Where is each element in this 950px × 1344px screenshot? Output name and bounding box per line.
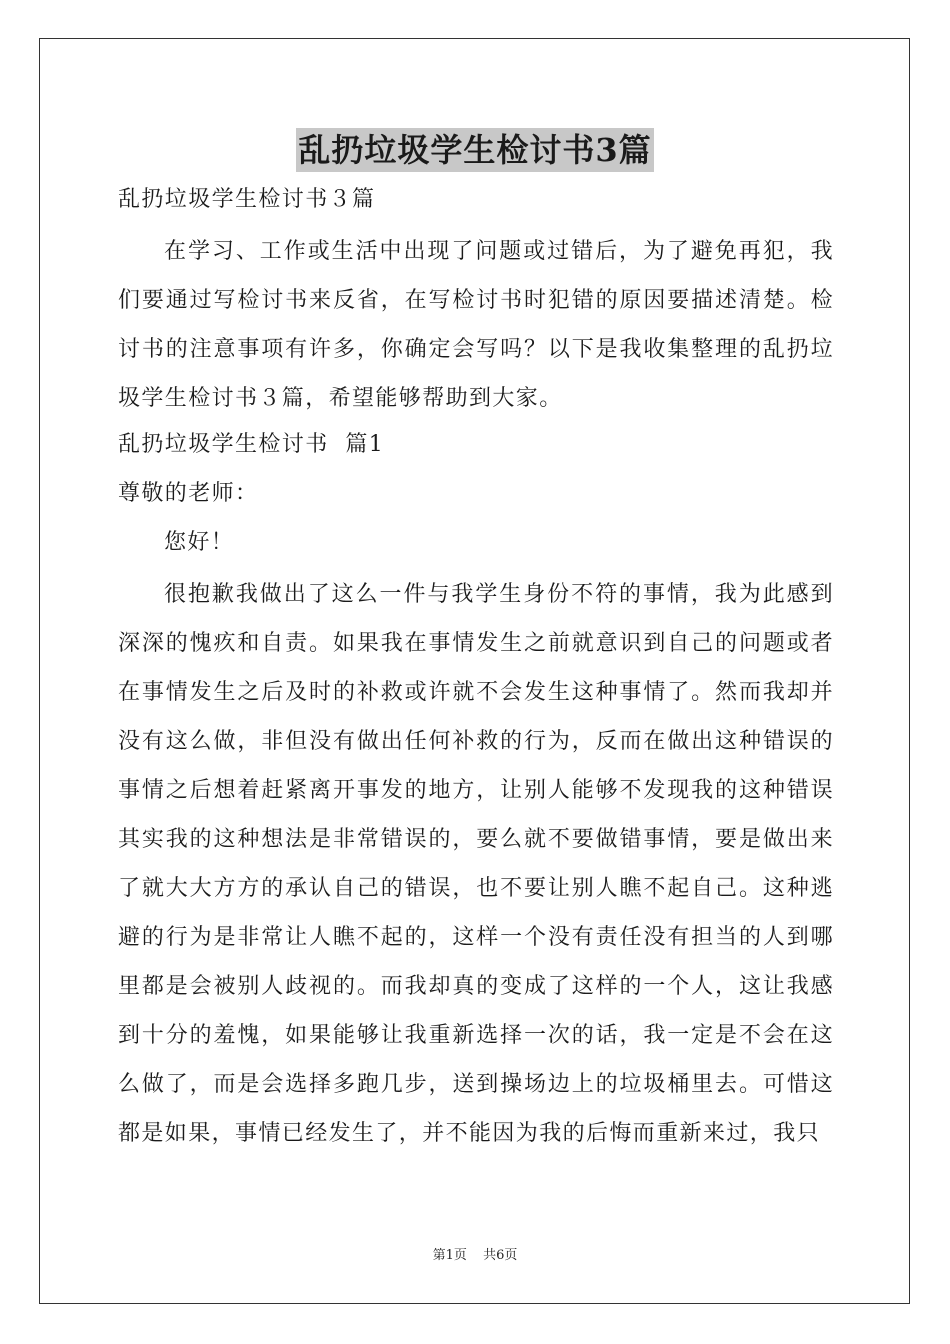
page-number: 第1页	[432, 1248, 467, 1263]
document-body	[118, 178, 834, 1158]
page-footer	[0, 1244, 950, 1263]
salutation: 尊敬的老师：	[118, 481, 259, 506]
body-paragraph: 很抱歉我做出了这么一件与我学生身份不符的事情，我为此感到深深的愧疚和自责。如果我在事情发生之前就意识到自己的问题或者在事情发生之后及时的补救或许就不会发生这种事情了。然而我却并没有这么做，非但没有做出任何补救的行为，反而在做出这种错误的事情之后想着赶紧离开事发的地方，让别人能够不发现我的这种错误其实我的这种想法是非常错误的，要么就不要做错事情，要是做出来了就大大方方的承认自己的错误，也不要让别人瞧不起自己。这种逃避的行为是非常让人瞧不起的，这样一个没有责任没有担当的人到哪里都是会被别人歧视的。而我却真的变成了这样的一个人，这让我感到十分的羞愧，如果能够让我重新选择一次的话，我一定是不会在这么做了，而是会选择多跑几步，送到操场边上的垃圾桶里去。可惜这都是如果，事情已经发生了，并不能因为我的后悔而重新来过，我只	[118, 582, 834, 1146]
section-heading: 乱扔垃圾学生检讨书 篇1	[118, 432, 385, 457]
greeting: 您好！	[164, 530, 235, 555]
document-subtitle: 乱扔垃圾学生检讨书３篇	[118, 187, 376, 212]
intro-paragraph: 在学习、工作或生活中出现了问题或过错后，为了避免再犯，我们要通过写检讨书来反省，在写检讨书时犯错的原因要描述清楚。检讨书的注意事项有许多，你确定会写吗？以下是我收集整理的乱扔垃圾学生检讨书３篇，希望能够帮助到大家。	[118, 239, 834, 411]
body-paragraph-block	[118, 570, 834, 1158]
document-title: 乱扔垃圾学生检讨书3篇	[296, 128, 653, 172]
intro-paragraph-block	[118, 227, 834, 423]
page-total: 共6页	[483, 1248, 518, 1263]
title-container	[0, 128, 950, 172]
